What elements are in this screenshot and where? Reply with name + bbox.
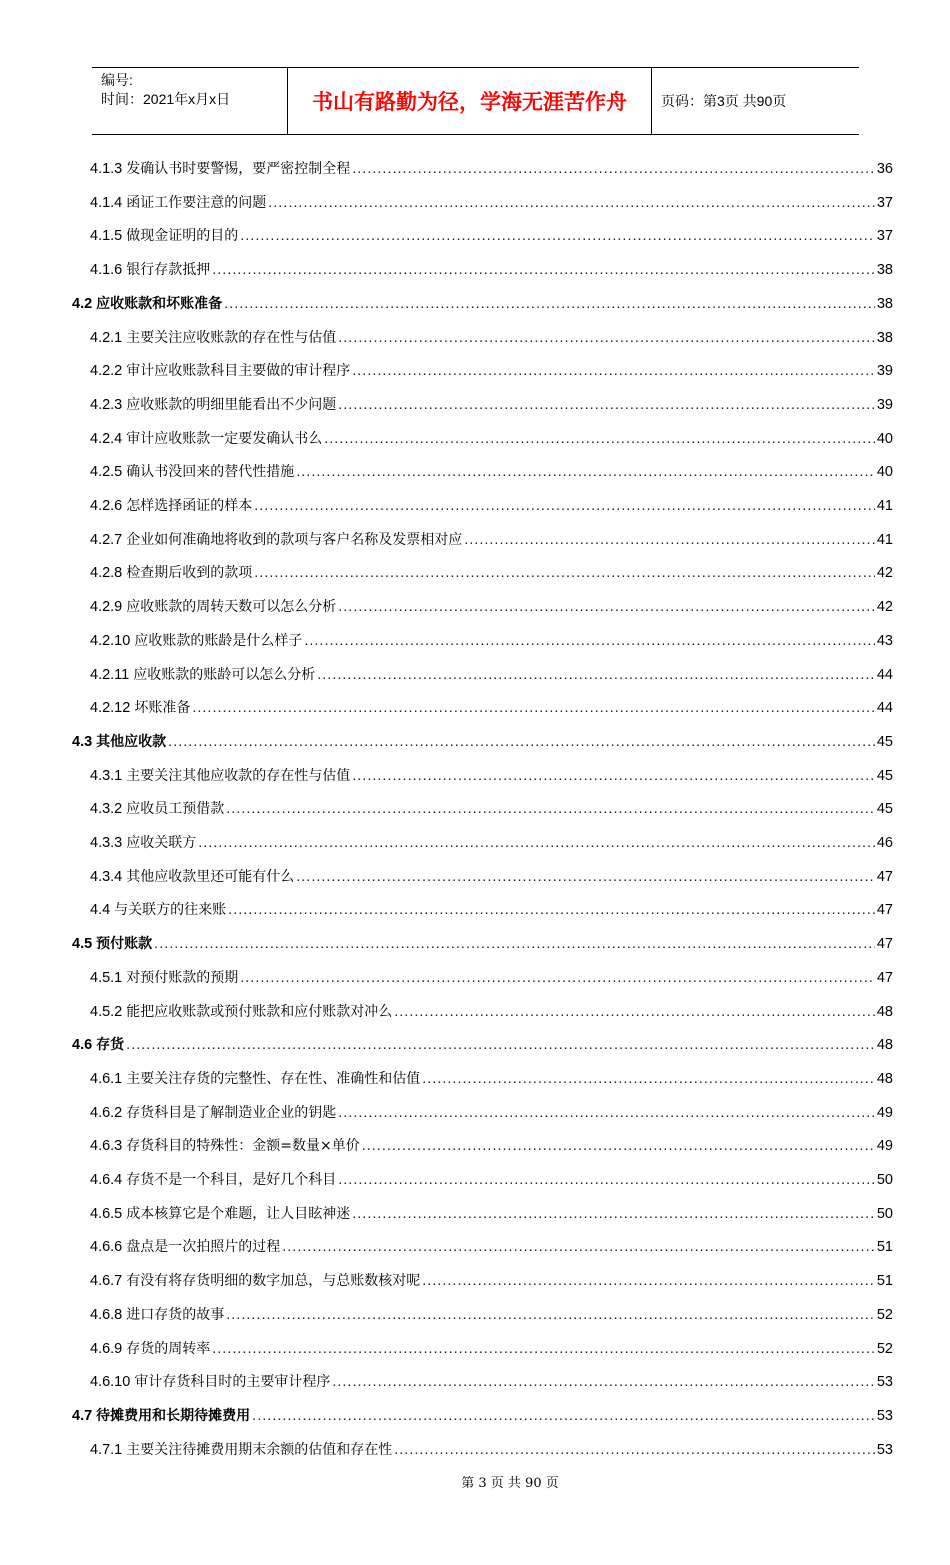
toc-entry-title: 其他应收款: [96, 733, 167, 750]
toc-entry-number: 4.1.5: [90, 228, 123, 245]
toc-entry[interactable]: [90, 765, 893, 789]
toc-entry-title: 坏账准备: [134, 700, 191, 717]
page-header: [92, 67, 859, 135]
toc-entry-number: 4.2.3: [90, 396, 123, 413]
toc-entry-title: 主要关注其他应收款的存在性与估值: [126, 767, 351, 784]
toc-entry-number: 4.5: [72, 936, 93, 953]
toc-entry-title: 进口存货的故事: [126, 1306, 225, 1323]
toc-entry-number: 4.2.5: [90, 464, 123, 481]
toc-entry-title: 应收关联方: [126, 835, 197, 851]
toc-entry-title: 做现金证明的目的: [126, 228, 239, 245]
toc-entry-title: 与关联方的往来账: [114, 902, 227, 919]
toc-leader-dots: [352, 363, 875, 379]
toc-entry-page: 40: [876, 464, 893, 481]
toc-entry-title: 存货科目是了解制造业企业的钥匙: [126, 1104, 337, 1121]
toc-entry[interactable]: [72, 1034, 893, 1058]
toc-leader-dots: [226, 1307, 875, 1323]
toc-entry-number: 4.6.7: [90, 1273, 123, 1290]
toc-leader-dots: [317, 667, 875, 683]
toc-entry-page: 53: [876, 1407, 893, 1424]
toc-leader-dots: [252, 1408, 875, 1424]
toc-leader-dots: [296, 869, 875, 885]
toc-entry[interactable]: [72, 731, 893, 755]
header-motto: [287, 68, 652, 134]
toc-leader-dots: [394, 1442, 875, 1458]
toc-leader-dots: [224, 296, 875, 312]
toc-entry-title: 银行存款抵押: [126, 262, 211, 279]
toc-entry-number: 4.2.8: [90, 565, 123, 582]
toc-entry-number: 4.6.4: [90, 1172, 123, 1188]
toc-entry[interactable]: [90, 1236, 893, 1260]
motto-text: 书山有路勤为径，学海无涯苦作舟: [312, 90, 627, 114]
toc-entry[interactable]: [90, 1371, 893, 1395]
toc-leader-dots: [352, 161, 875, 177]
page-info-text: 页码：第3页 共90页: [661, 93, 787, 109]
toc-entry-number: 4.2.11: [90, 666, 130, 683]
toc-entry-page: 47: [876, 902, 893, 919]
toc-entry[interactable]: [90, 1203, 893, 1227]
toc-entry[interactable]: [90, 596, 893, 620]
toc-entry-page: 47: [876, 936, 893, 953]
toc-entry-title: 主要关注待摊费用期末余额的估值和存在性: [126, 1441, 393, 1458]
toc-entry-number: 4.2.10: [90, 632, 131, 649]
toc-entry[interactable]: [90, 495, 893, 519]
toc-entry-title: 审计应收账款一定要发确认书么: [126, 430, 323, 447]
toc-entry-page: 43: [876, 632, 893, 649]
toc-entry-title: 应收账款的账龄是什么样子: [134, 632, 303, 649]
toc-entry-page: 48: [876, 1037, 893, 1054]
toc-entry-title: 应收账款的明细里能看出不少问题: [126, 396, 337, 413]
toc-entry[interactable]: [90, 664, 893, 688]
toc-entry[interactable]: [90, 1102, 893, 1126]
toc-entry-number: 4.2.9: [90, 599, 123, 616]
toc-entry[interactable]: [90, 832, 893, 856]
toc-entry-title: 主要关注存货的完整性、存在性、准确性和估值: [126, 1070, 421, 1087]
toc-entry-number: 4.5.2: [90, 1003, 123, 1020]
toc-entry-title: 盘点是一次拍照片的过程: [126, 1239, 281, 1256]
toc-leader-dots: [240, 970, 875, 986]
toc-entry-page: 41: [876, 531, 893, 548]
toc-entry-title: 怎样选择函证的样本: [126, 498, 253, 514]
toc-entry-number: 4.2.7: [90, 531, 123, 548]
toc-entry-page: 38: [876, 262, 893, 279]
toc-entry[interactable]: [90, 1135, 893, 1159]
toc-entry-page: 53: [876, 1441, 893, 1458]
toc-entry[interactable]: [90, 899, 893, 923]
toc-entry-number: 4.1.4: [90, 194, 123, 211]
toc-entry-number: 4.3.3: [90, 835, 123, 851]
toc-entry-title: 其他应收款里还可能有什么: [126, 868, 295, 885]
code-label: 编号:: [101, 72, 133, 88]
toc-leader-dots: [154, 936, 875, 952]
toc-entry-number: 4.5.1: [90, 969, 123, 986]
footer-page-number: 第 3 页 共 90 页: [461, 1476, 559, 1491]
toc-entry-page: 50: [876, 1172, 893, 1188]
time-label: 时间：2021年x月x日: [101, 91, 231, 107]
toc-entry[interactable]: [90, 1169, 893, 1193]
toc-entry-page: 52: [876, 1340, 893, 1357]
toc-leader-dots: [338, 397, 875, 413]
toc-entry[interactable]: [90, 562, 893, 586]
toc-leader-dots: [422, 1071, 875, 1087]
toc-entry-number: 4.6.1: [90, 1070, 123, 1087]
toc-entry-title: 成本核算它是个难题，让人目眩神迷: [126, 1205, 351, 1222]
toc-leader-dots: [192, 700, 875, 716]
toc-entry-number: 4.3: [72, 733, 93, 750]
toc-entry-page: 45: [876, 801, 893, 818]
toc-entry-number: 4.2.6: [90, 498, 123, 514]
toc-entry-page: 37: [876, 228, 893, 245]
toc-entry-title: 存货的周转率: [126, 1340, 211, 1357]
toc-entry-page: 45: [876, 767, 893, 784]
toc-leader-dots: [394, 1004, 875, 1020]
toc-leader-dots: [338, 1105, 875, 1121]
toc-entry-title: 主要关注应收账款的存在性与估值: [126, 329, 337, 346]
toc-leader-dots: [228, 902, 875, 918]
toc-entry[interactable]: [90, 327, 893, 351]
toc-entry[interactable]: [90, 360, 893, 384]
toc-entry-page: 44: [876, 666, 893, 683]
toc-entry-number: 4.3.1: [90, 767, 123, 784]
toc-entry-number: 4.6.6: [90, 1239, 123, 1256]
toc-entry-page: 41: [876, 498, 893, 514]
toc-leader-dots: [282, 1239, 875, 1255]
toc-entry-title: 对预付账款的预期: [126, 969, 239, 986]
toc-entry-title: 预付账款: [96, 936, 153, 953]
toc-entry-page: 36: [876, 161, 893, 177]
toc-entry-title: 应收员工预借款: [126, 801, 225, 818]
toc-entry-number: 4.6.5: [90, 1205, 123, 1222]
toc-entry-page: 47: [876, 969, 893, 986]
toc-entry-title: 检查期后收到的款项: [126, 565, 253, 582]
toc-entry[interactable]: [90, 1270, 893, 1294]
toc-entry[interactable]: [90, 394, 893, 418]
toc-entry-title: 函证工作要注意的问题: [126, 194, 267, 211]
toc-entry-page: 42: [876, 565, 893, 582]
toc-entry[interactable]: [90, 461, 893, 485]
toc-entry-page: 50: [876, 1205, 893, 1222]
toc-entry[interactable]: [90, 798, 893, 822]
toc-entry-title: 能把应收账款或预付账款和应付账款对冲么: [126, 1003, 393, 1020]
toc-leader-dots: [338, 1172, 875, 1188]
toc-leader-dots: [254, 498, 875, 514]
toc-entry[interactable]: [90, 630, 893, 654]
toc-entry[interactable]: [90, 428, 893, 452]
toc-entry-title: 存货科目的特殊性：金额=数量×单价: [126, 1138, 360, 1155]
toc-entry-number: 4.1.3: [90, 161, 123, 177]
toc-entry[interactable]: [90, 158, 893, 182]
toc-entry-page: 52: [876, 1306, 893, 1323]
toc-leader-dots: [296, 464, 875, 480]
toc-leader-dots: [268, 195, 875, 211]
toc-leader-dots: [212, 1341, 875, 1357]
toc-leader-dots: [198, 835, 875, 851]
toc-entry-number: 4.6.10: [90, 1374, 131, 1391]
toc-entry-number: 4.7: [72, 1407, 93, 1424]
toc-leader-dots: [304, 633, 875, 649]
toc-entry-page: 51: [876, 1239, 893, 1256]
toc-entry-page: 42: [876, 599, 893, 616]
toc-leader-dots: [212, 262, 875, 278]
toc-entry-number: 4.4: [90, 902, 111, 919]
toc-entry[interactable]: [90, 1439, 893, 1463]
toc-entry-page: 53: [876, 1374, 893, 1391]
toc-leader-dots: [126, 1037, 875, 1053]
toc-entry-title: 存货不是一个科目，是好几个科目: [126, 1172, 337, 1188]
toc-entry-title: 存货: [96, 1037, 125, 1054]
toc-leader-dots: [352, 768, 875, 784]
toc-leader-dots: [240, 228, 875, 244]
toc-entry-number: 4.3.2: [90, 801, 123, 818]
toc-entry-number: 4.2: [72, 295, 93, 312]
toc-leader-dots: [332, 1374, 875, 1390]
toc-entry-title: 审计应收账款科目主要做的审计程序: [126, 363, 351, 380]
toc-entry-number: 4.6.2: [90, 1104, 123, 1121]
toc-leader-dots: [338, 330, 875, 346]
toc-entry-title: 有没有将存货明细的数字加总，与总账数核对呢: [126, 1273, 421, 1290]
toc-entry[interactable]: [90, 1304, 893, 1328]
toc-entry[interactable]: [90, 967, 893, 991]
toc-leader-dots: [254, 565, 875, 581]
toc-entry-number: 4.6.3: [90, 1138, 123, 1155]
toc-entry-number: 4.6: [72, 1037, 93, 1054]
toc-entry[interactable]: [90, 259, 893, 283]
toc-entry-number: 4.2.2: [90, 363, 123, 380]
toc-entry-number: 4.6.8: [90, 1306, 123, 1323]
toc-entry-title: 发确认书时要警惕，要严密控制全程: [126, 161, 351, 177]
toc-entry[interactable]: [72, 1405, 893, 1429]
toc-entry-page: 47: [876, 868, 893, 885]
toc-entry-page: 48: [876, 1003, 893, 1020]
toc-entry[interactable]: [90, 1068, 893, 1092]
toc-entry-title: 待摊费用和长期待摊费用: [96, 1407, 251, 1424]
toc-entry-page: 37: [876, 194, 893, 211]
toc-entry-page: 39: [876, 396, 893, 413]
header-meta: [92, 68, 287, 134]
page-footer: [0, 1472, 950, 1491]
toc-entry-page: 38: [876, 295, 893, 312]
toc-leader-dots: [324, 431, 875, 447]
toc-leader-dots: [168, 734, 875, 750]
toc-entry-page: 48: [876, 1070, 893, 1087]
toc-entry[interactable]: [72, 933, 893, 957]
toc-entry-title: 审计存货科目时的主要审计程序: [134, 1374, 331, 1391]
toc-entry-number: 4.2.1: [90, 329, 123, 346]
toc-entry-page: 45: [876, 733, 893, 750]
toc-leader-dots: [422, 1273, 875, 1289]
toc-entry-title: 应收账款和坏账准备: [96, 295, 223, 312]
toc-entry-title: 确认书没回来的替代性措施: [126, 464, 295, 481]
toc-entry-page: 51: [876, 1273, 893, 1290]
toc-leader-dots: [362, 1138, 875, 1154]
toc-entry-number: 4.2.4: [90, 430, 123, 447]
toc-entry[interactable]: [90, 192, 893, 216]
toc-entry-number: 4.6.9: [90, 1340, 123, 1357]
toc-leader-dots: [338, 599, 875, 615]
toc-leader-dots: [352, 1206, 875, 1222]
toc-entry[interactable]: [90, 225, 893, 249]
toc-entry-page: 49: [876, 1104, 893, 1121]
toc-entry[interactable]: [90, 866, 893, 890]
toc-entry-page: 44: [876, 700, 893, 717]
toc-leader-dots: [226, 801, 875, 817]
toc-entry-number: 4.3.4: [90, 868, 123, 885]
toc-entry-page: 38: [876, 329, 893, 346]
toc-entry-page: 49: [876, 1138, 893, 1155]
toc-entry-title: 企业如何准确地将收到的款项与客户名称及发票相对应: [126, 531, 463, 548]
toc-entry-number: 4.2.12: [90, 700, 131, 717]
toc-entry-page: 40: [876, 430, 893, 447]
toc-entry-page: 46: [876, 835, 893, 851]
toc-entry[interactable]: [90, 1338, 893, 1362]
toc-leader-dots: [464, 532, 875, 548]
toc-entry-number: 4.1.6: [90, 262, 123, 279]
toc-entry[interactable]: [72, 293, 893, 317]
header-page-info: [651, 68, 859, 134]
toc-entry-page: 39: [876, 363, 893, 380]
toc-entry-title: 应收账款的周转天数可以怎么分析: [126, 599, 337, 616]
toc-entry[interactable]: [90, 529, 893, 553]
toc-entry[interactable]: [90, 697, 893, 721]
toc-entry[interactable]: [90, 1001, 893, 1025]
toc-entry-number: 4.7.1: [90, 1441, 123, 1458]
toc-entry-title: 应收账款的账龄可以怎么分析: [133, 666, 316, 683]
